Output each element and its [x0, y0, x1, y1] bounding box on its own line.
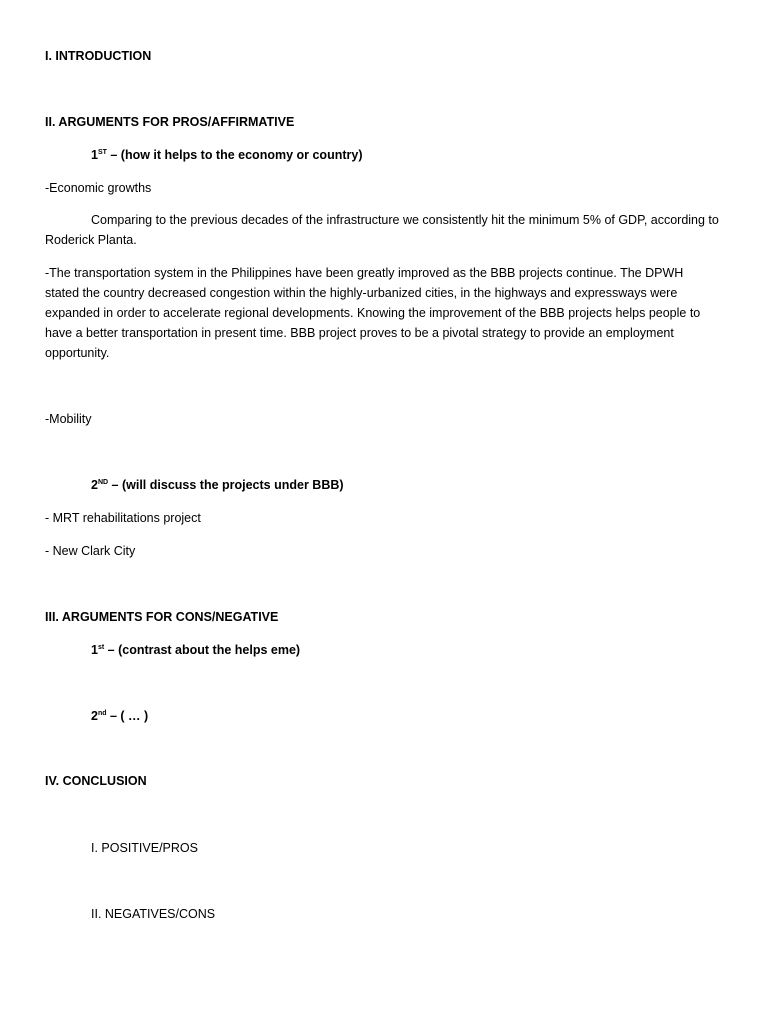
conclusion-negatives-cons: II. NEGATIVES/CONS	[91, 907, 216, 921]
heading-arguments-cons: III. ARGUMENTS FOR CONS/NEGATIVE	[45, 610, 279, 624]
pros-point-1-text: – (how it helps to the economy or country)	[106, 148, 363, 162]
pros-point-2-ordinal: ND	[97, 479, 109, 486]
pros-point-2-number: 2	[91, 478, 98, 492]
cons-point-2-number: 2	[91, 709, 98, 723]
economic-growths-item: -Economic growths	[45, 181, 152, 195]
cons-point-1	[91, 642, 300, 658]
heading-arguments-pros: II. ARGUMENTS FOR PROS/AFFIRMATIVE	[45, 115, 295, 129]
cons-point-1-ordinal: st	[97, 644, 105, 651]
pros-point-1-ordinal: ST	[97, 149, 107, 156]
pros-point-1	[91, 147, 362, 163]
pros-point-1-number: 1	[91, 148, 98, 162]
new-clark-city-item: - New Clark City	[45, 544, 136, 558]
cons-point-2-ordinal: nd	[97, 710, 107, 717]
mobility-item: -Mobility	[45, 412, 92, 426]
heading-conclusion: IV. CONCLUSION	[45, 774, 147, 788]
pros-point-2	[91, 477, 344, 493]
paragraph-gdp: Comparing to the previous decades of the infrastructure we consistently hit the minimum 5% of GDP, according to Roderick Planta.	[45, 213, 719, 247]
pros-point-2-text: – (will discuss the projects under BBB)	[108, 478, 344, 492]
cons-point-2-text: – ( … )	[106, 709, 149, 723]
heading-introduction: I. INTRODUCTION	[45, 49, 152, 63]
cons-point-2	[91, 708, 148, 724]
cons-point-1-number: 1	[91, 643, 98, 657]
cons-point-1-text: – (contrast about the helps eme)	[104, 643, 301, 657]
paragraph-transportation: -The transportation system in the Philippines have been greatly improved as the BBB projects continue. The DPWH stated the country decreased congestion within the highly-urbanized cities, in the highways and expressways were expanded in order to accelerate regional developments. Knowing the improvement of the BBB projects helps people to have a better transportation in present time. BBB project proves to be a pivotal strategy to provide an employment opportunity.	[45, 266, 701, 360]
conclusion-positive-pros: I. POSITIVE/PROS	[91, 841, 198, 855]
mrt-project-item: - MRT rehabilitations project	[45, 511, 201, 525]
